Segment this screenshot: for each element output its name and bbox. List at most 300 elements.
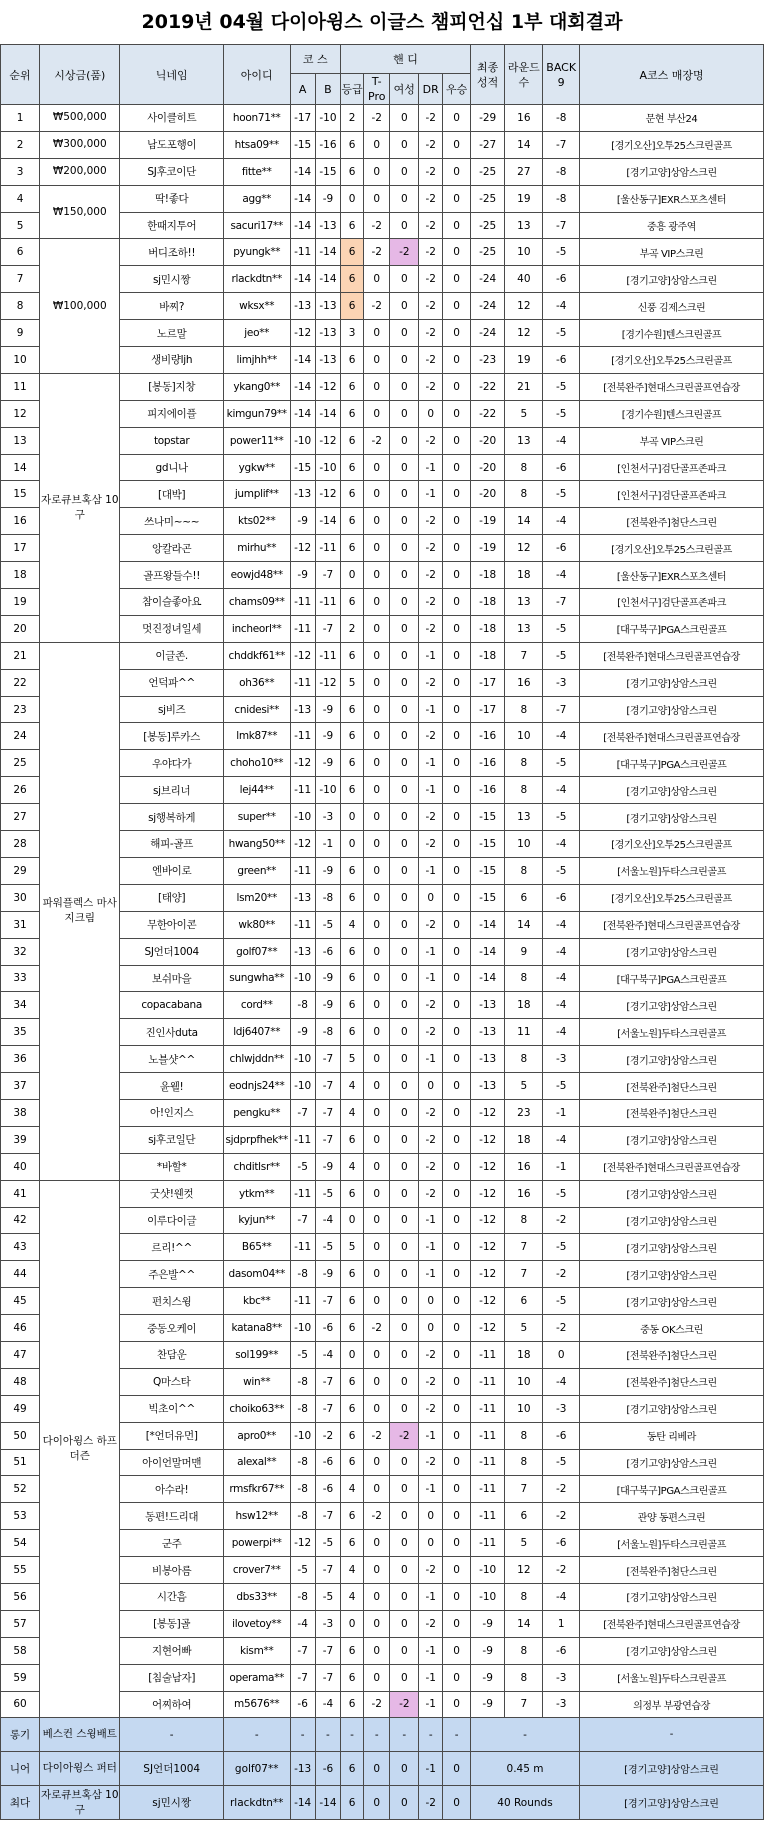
course-b-cell: -9 — [315, 1153, 340, 1180]
nick-cell: [대박] — [120, 481, 223, 508]
win-cell: 0 — [443, 804, 471, 831]
course-a-cell: -7 — [290, 1664, 315, 1691]
course-a-cell: -8 — [290, 1368, 315, 1395]
store-cell: [경기수원]텐스크린골프 — [580, 320, 764, 347]
win-cell: 0 — [443, 158, 471, 185]
grade-cell: 6 — [341, 427, 364, 454]
dr-cell: -2 — [419, 615, 443, 642]
rounds-cell: 8 — [505, 857, 543, 884]
course-a-cell: -10 — [290, 1315, 315, 1342]
rounds-cell: 7 — [505, 1476, 543, 1503]
tpro-cell: 0 — [364, 400, 390, 427]
female-cell: 0 — [390, 1557, 419, 1584]
special-store-cell: [경기고양]상암스크린 — [580, 1752, 764, 1786]
win-cell: 0 — [443, 1153, 471, 1180]
tpro-cell: 0 — [364, 454, 390, 481]
tpro-cell: -2 — [364, 239, 390, 266]
rank-cell: 58 — [1, 1637, 40, 1664]
course-b-cell: -11 — [315, 589, 340, 616]
tpro-cell: 0 — [364, 481, 390, 508]
back9-cell: -7 — [543, 212, 580, 239]
course-b-cell: -9 — [315, 696, 340, 723]
id-cell: kts02** — [223, 508, 290, 535]
course-a-cell: -11 — [290, 723, 315, 750]
course-b-cell: -12 — [315, 373, 340, 400]
id-cell: cord** — [223, 992, 290, 1019]
rank-cell: 23 — [1, 696, 40, 723]
rank-cell: 18 — [1, 562, 40, 589]
store-cell: [경기오산]오투25스크린골프 — [580, 535, 764, 562]
tpro-cell: -2 — [364, 1422, 390, 1449]
id-cell: m5676** — [223, 1691, 290, 1718]
course-b-cell: -9 — [315, 750, 340, 777]
back9-cell: -5 — [543, 239, 580, 266]
course-b-cell: -9 — [315, 185, 340, 212]
back9-cell: -5 — [543, 373, 580, 400]
course-a-cell: -5 — [290, 1341, 315, 1368]
dr-cell: -2 — [419, 1099, 443, 1126]
rank-cell: 51 — [1, 1449, 40, 1476]
female-cell: 0 — [390, 1664, 419, 1691]
grade-cell: 6 — [341, 857, 364, 884]
final-cell: -20 — [470, 481, 504, 508]
dr-cell: -1 — [419, 1691, 443, 1718]
tpro-cell: 0 — [364, 642, 390, 669]
female-cell: 0 — [390, 508, 419, 535]
grade-cell: 6 — [341, 508, 364, 535]
grade-cell: 0 — [341, 804, 364, 831]
rounds-cell: 18 — [505, 562, 543, 589]
nick-cell: 무한아이콘 — [120, 911, 223, 938]
id-cell: green** — [223, 857, 290, 884]
results-body — [1, 105, 764, 1718]
rank-cell: 15 — [1, 481, 40, 508]
dr-cell: 0 — [419, 1530, 443, 1557]
header-back9: BACK 9 — [543, 45, 580, 105]
rounds-cell: 8 — [505, 1422, 543, 1449]
final-cell: -15 — [470, 884, 504, 911]
id-cell: sungwha** — [223, 965, 290, 992]
win-cell: 0 — [443, 1099, 471, 1126]
course-a-cell: -13 — [290, 696, 315, 723]
female-cell: 0 — [390, 1073, 419, 1100]
nick-cell: sj비즈 — [120, 696, 223, 723]
win-cell: 0 — [443, 1691, 471, 1718]
grade-cell: 0 — [341, 1207, 364, 1234]
tpro-cell: 0 — [364, 777, 390, 804]
win-cell: 0 — [443, 992, 471, 1019]
tpro-cell: 0 — [364, 1073, 390, 1100]
female-cell: 0 — [390, 857, 419, 884]
female-cell: 0 — [390, 1207, 419, 1234]
store-cell: 동탄 리베라 — [580, 1422, 764, 1449]
tpro-cell: 0 — [364, 320, 390, 347]
nick-cell: 펀치스윙 — [120, 1288, 223, 1315]
final-cell: -18 — [470, 642, 504, 669]
dr-cell: -2 — [419, 293, 443, 320]
course-a-cell: -14 — [290, 185, 315, 212]
id-cell: pyungk** — [223, 239, 290, 266]
win-cell: 0 — [443, 562, 471, 589]
dr-cell: -2 — [419, 1395, 443, 1422]
grade-cell: 6 — [341, 347, 364, 374]
course-a-cell: -11 — [290, 1288, 315, 1315]
course-a-cell: -11 — [290, 239, 315, 266]
final-cell: -20 — [470, 427, 504, 454]
dr-cell: -2 — [419, 131, 443, 158]
final-cell: -11 — [470, 1341, 504, 1368]
rank-cell: 11 — [1, 373, 40, 400]
course-a-cell: -14 — [290, 266, 315, 293]
special-nick-cell: SJ언더1004 — [120, 1752, 223, 1786]
rank-cell: 2 — [1, 131, 40, 158]
female-cell: 0 — [390, 1234, 419, 1261]
tpro-cell: 0 — [364, 562, 390, 589]
tpro-cell: 0 — [364, 535, 390, 562]
win-cell: 0 — [443, 615, 471, 642]
rank-cell: 57 — [1, 1610, 40, 1637]
back9-cell: -6 — [543, 454, 580, 481]
special-id-cell: - — [223, 1718, 290, 1752]
final-cell: -27 — [470, 131, 504, 158]
tpro-cell: 0 — [364, 266, 390, 293]
id-cell: super** — [223, 804, 290, 831]
course-b-cell: -8 — [315, 884, 340, 911]
rank-cell: 53 — [1, 1503, 40, 1530]
final-cell: -20 — [470, 454, 504, 481]
grade-cell: 2 — [341, 105, 364, 132]
grade-cell: 6 — [341, 884, 364, 911]
final-cell: -15 — [470, 857, 504, 884]
win-cell: 0 — [443, 1476, 471, 1503]
final-cell: -12 — [470, 1099, 504, 1126]
course-a-cell: -12 — [290, 831, 315, 858]
header-course-b: B — [315, 74, 340, 105]
tpro-cell: 0 — [364, 131, 390, 158]
nick-cell: 생비량ljh — [120, 347, 223, 374]
nick-cell: [봉동]지창 — [120, 373, 223, 400]
rank-cell: 26 — [1, 777, 40, 804]
course-b-cell: -11 — [315, 642, 340, 669]
final-cell: -11 — [470, 1530, 504, 1557]
rank-cell: 35 — [1, 1019, 40, 1046]
win-cell: 0 — [443, 347, 471, 374]
rounds-cell: 19 — [505, 185, 543, 212]
course-b-cell: -9 — [315, 992, 340, 1019]
nick-cell: 노블샷^^ — [120, 1046, 223, 1073]
id-cell: lsm20** — [223, 884, 290, 911]
store-cell: 부곡 VIP스크린 — [580, 239, 764, 266]
nick-cell: [*언더유먼] — [120, 1422, 223, 1449]
female-cell: 0 — [390, 105, 419, 132]
table-row — [1, 105, 764, 132]
final-cell: -23 — [470, 347, 504, 374]
final-cell: -12 — [470, 1288, 504, 1315]
id-cell: pengku** — [223, 1099, 290, 1126]
tpro-cell: 0 — [364, 750, 390, 777]
dr-cell: -2 — [419, 320, 443, 347]
rank-cell: 4 — [1, 185, 40, 212]
win-cell: 0 — [443, 1503, 471, 1530]
win-cell: 0 — [443, 1019, 471, 1046]
id-cell: ilovetoy** — [223, 1610, 290, 1637]
course-a-cell: -8 — [290, 1261, 315, 1288]
course-a-cell: -12 — [290, 642, 315, 669]
win-cell: 0 — [443, 1126, 471, 1153]
nick-cell: 아수라! — [120, 1476, 223, 1503]
id-cell: jumplif** — [223, 481, 290, 508]
nick-cell: 쓰나미~~~ — [120, 508, 223, 535]
final-cell: -13 — [470, 1073, 504, 1100]
special-grade-cell: 6 — [341, 1786, 364, 1820]
tpro-cell: 0 — [364, 373, 390, 400]
dr-cell: -2 — [419, 1019, 443, 1046]
id-cell: limjhh** — [223, 347, 290, 374]
course-b-cell: -9 — [315, 723, 340, 750]
tpro-cell: -2 — [364, 293, 390, 320]
female-cell: 0 — [390, 1019, 419, 1046]
grade-cell: 2 — [341, 615, 364, 642]
final-cell: -18 — [470, 589, 504, 616]
final-cell: -14 — [470, 965, 504, 992]
grade-cell: 6 — [341, 158, 364, 185]
store-cell: [경기고양]상암스크린 — [580, 804, 764, 831]
prize-cell: ₩100,000 — [40, 239, 120, 373]
nick-cell: 우야다가 — [120, 750, 223, 777]
store-cell: [전북완주]현대스크린골프연습장 — [580, 911, 764, 938]
back9-cell: -1 — [543, 1099, 580, 1126]
store-cell: [경기오산]오투25스크린골프 — [580, 347, 764, 374]
special-result-cell: 0.45 m — [470, 1752, 579, 1786]
rounds-cell: 8 — [505, 777, 543, 804]
rounds-cell: 13 — [505, 212, 543, 239]
course-a-cell: -10 — [290, 1422, 315, 1449]
nick-cell: SJ후코이단 — [120, 158, 223, 185]
id-cell: kism** — [223, 1637, 290, 1664]
grade-cell: 6 — [341, 992, 364, 1019]
final-cell: -11 — [470, 1395, 504, 1422]
nick-cell: 해피-골프 — [120, 831, 223, 858]
final-cell: -15 — [470, 804, 504, 831]
course-b-cell: -12 — [315, 669, 340, 696]
grade-cell: 6 — [341, 723, 364, 750]
female-cell: 0 — [390, 185, 419, 212]
tpro-cell: 0 — [364, 158, 390, 185]
female-cell: 0 — [390, 1315, 419, 1342]
grade-cell: 4 — [341, 1153, 364, 1180]
store-cell: [경기오산]오투25스크린골프 — [580, 831, 764, 858]
grade-cell: 6 — [341, 1126, 364, 1153]
grade-cell: 4 — [341, 1557, 364, 1584]
special-dr-cell: -2 — [419, 1786, 443, 1820]
dr-cell: -2 — [419, 508, 443, 535]
back9-cell: -1 — [543, 1153, 580, 1180]
rank-cell: 24 — [1, 723, 40, 750]
table-row — [1, 1180, 764, 1207]
rank-cell: 46 — [1, 1315, 40, 1342]
id-cell: sol199** — [223, 1341, 290, 1368]
id-cell: win** — [223, 1368, 290, 1395]
header-grade: 등급 — [341, 74, 364, 105]
id-cell: B65** — [223, 1234, 290, 1261]
female-cell: 0 — [390, 1368, 419, 1395]
tpro-cell: 0 — [364, 1664, 390, 1691]
win-cell: 0 — [443, 373, 471, 400]
final-cell: -22 — [470, 400, 504, 427]
rounds-cell: 10 — [505, 723, 543, 750]
course-a-cell: -7 — [290, 1637, 315, 1664]
tpro-cell: 0 — [364, 1099, 390, 1126]
female-cell: 0 — [390, 669, 419, 696]
final-cell: -19 — [470, 508, 504, 535]
course-a-cell: -7 — [290, 1099, 315, 1126]
back9-cell: -3 — [543, 1395, 580, 1422]
grade-cell: 6 — [341, 400, 364, 427]
grade-cell: 6 — [341, 131, 364, 158]
female-cell: 0 — [390, 400, 419, 427]
female-cell: 0 — [390, 938, 419, 965]
back9-cell: -4 — [543, 1368, 580, 1395]
rank-cell: 14 — [1, 454, 40, 481]
final-cell: -12 — [470, 1180, 504, 1207]
rank-cell: 44 — [1, 1261, 40, 1288]
rank-cell: 20 — [1, 615, 40, 642]
back9-cell: -6 — [543, 535, 580, 562]
tpro-cell: 0 — [364, 1207, 390, 1234]
course-a-cell: -8 — [290, 1395, 315, 1422]
course-b-cell: -6 — [315, 938, 340, 965]
rounds-cell: 8 — [505, 454, 543, 481]
header-prize: 시상금(품) — [40, 45, 120, 105]
final-cell: -9 — [470, 1610, 504, 1637]
special-result-cell: - — [470, 1718, 579, 1752]
header-rank: 순위 — [1, 45, 40, 105]
store-cell: [경기고양]상암스크린 — [580, 696, 764, 723]
rank-cell: 1 — [1, 105, 40, 132]
store-cell: [전북완주]현대스크린골프연습장 — [580, 1610, 764, 1637]
win-cell: 0 — [443, 1530, 471, 1557]
course-b-cell: -7 — [315, 1073, 340, 1100]
win-cell: 0 — [443, 1395, 471, 1422]
table-row — [1, 373, 764, 400]
rounds-cell: 5 — [505, 400, 543, 427]
header-dr: DR — [419, 74, 443, 105]
course-b-cell: -6 — [315, 1315, 340, 1342]
course-b-cell: -5 — [315, 1234, 340, 1261]
store-cell: 의정부 부광연습장 — [580, 1691, 764, 1718]
rank-cell: 49 — [1, 1395, 40, 1422]
female-cell: 0 — [390, 992, 419, 1019]
female-cell: 0 — [390, 642, 419, 669]
nick-cell: [태양] — [120, 884, 223, 911]
rounds-cell: 14 — [505, 1610, 543, 1637]
back9-cell: -4 — [543, 1583, 580, 1610]
rounds-cell: 13 — [505, 589, 543, 616]
rank-cell: 52 — [1, 1476, 40, 1503]
store-cell: 신풍 김제스크린 — [580, 293, 764, 320]
special-id-cell: rlackdtn** — [223, 1786, 290, 1820]
course-a-cell: -12 — [290, 535, 315, 562]
female-cell: 0 — [390, 1341, 419, 1368]
id-cell: choiko63** — [223, 1395, 290, 1422]
nick-cell: sj민시짱 — [120, 266, 223, 293]
grade-cell: 6 — [341, 1368, 364, 1395]
nick-cell: copacabana — [120, 992, 223, 1019]
dr-cell: -1 — [419, 857, 443, 884]
back9-cell: -2 — [543, 1315, 580, 1342]
back9-cell: -2 — [543, 1261, 580, 1288]
tpro-cell: 0 — [364, 1153, 390, 1180]
course-a-cell: -13 — [290, 481, 315, 508]
nick-cell: 엔바이로 — [120, 857, 223, 884]
back9-cell: -4 — [543, 992, 580, 1019]
nick-cell: 어찌하여 — [120, 1691, 223, 1718]
back9-cell: -5 — [543, 804, 580, 831]
course-b-cell: -2 — [315, 1422, 340, 1449]
win-cell: 0 — [443, 454, 471, 481]
nick-cell: *바할* — [120, 1153, 223, 1180]
back9-cell: -4 — [543, 1126, 580, 1153]
prize-cell: 파워플렉스 마사지크림 — [40, 642, 120, 1180]
course-a-cell: -9 — [290, 562, 315, 589]
final-cell: -11 — [470, 1368, 504, 1395]
dr-cell: -1 — [419, 642, 443, 669]
final-cell: -17 — [470, 696, 504, 723]
course-a-cell: -11 — [290, 911, 315, 938]
course-a-cell: -7 — [290, 1207, 315, 1234]
tpro-cell: -2 — [364, 427, 390, 454]
win-cell: 0 — [443, 777, 471, 804]
id-cell: apro0** — [223, 1422, 290, 1449]
tpro-cell: -2 — [364, 1503, 390, 1530]
tpro-cell: 0 — [364, 669, 390, 696]
tpro-cell: 0 — [364, 1261, 390, 1288]
back9-cell: -4 — [543, 293, 580, 320]
back9-cell: -6 — [543, 1530, 580, 1557]
tpro-cell: 0 — [364, 1583, 390, 1610]
rank-cell: 6 — [1, 239, 40, 266]
id-cell: eodnjs24** — [223, 1073, 290, 1100]
nick-cell: Q마스타 — [120, 1368, 223, 1395]
store-cell: [경기고양]상암스크린 — [580, 1449, 764, 1476]
id-cell: choho10** — [223, 750, 290, 777]
course-b-cell: -7 — [315, 1126, 340, 1153]
female-cell: 0 — [390, 1449, 419, 1476]
grade-cell: 5 — [341, 1234, 364, 1261]
win-cell: 0 — [443, 1449, 471, 1476]
win-cell: 0 — [443, 1341, 471, 1368]
course-b-cell: -5 — [315, 911, 340, 938]
special-win-cell: - — [443, 1718, 471, 1752]
nick-cell: 멋진정녀일세 — [120, 615, 223, 642]
win-cell: 0 — [443, 750, 471, 777]
win-cell: 0 — [443, 884, 471, 911]
store-cell: [전북완주]첨단스크린 — [580, 1557, 764, 1584]
id-cell: oh36** — [223, 669, 290, 696]
tpro-cell: 0 — [364, 1234, 390, 1261]
female-cell: 0 — [390, 965, 419, 992]
id-cell: power11** — [223, 427, 290, 454]
nick-cell: 군주 — [120, 1530, 223, 1557]
rank-cell: 10 — [1, 347, 40, 374]
nick-cell: gd니나 — [120, 454, 223, 481]
rank-cell: 50 — [1, 1422, 40, 1449]
rounds-cell: 10 — [505, 831, 543, 858]
nick-cell: 앙칼라곤 — [120, 535, 223, 562]
tpro-cell: -2 — [364, 1691, 390, 1718]
prize-cell: ₩200,000 — [40, 158, 120, 185]
rounds-cell: 10 — [505, 239, 543, 266]
